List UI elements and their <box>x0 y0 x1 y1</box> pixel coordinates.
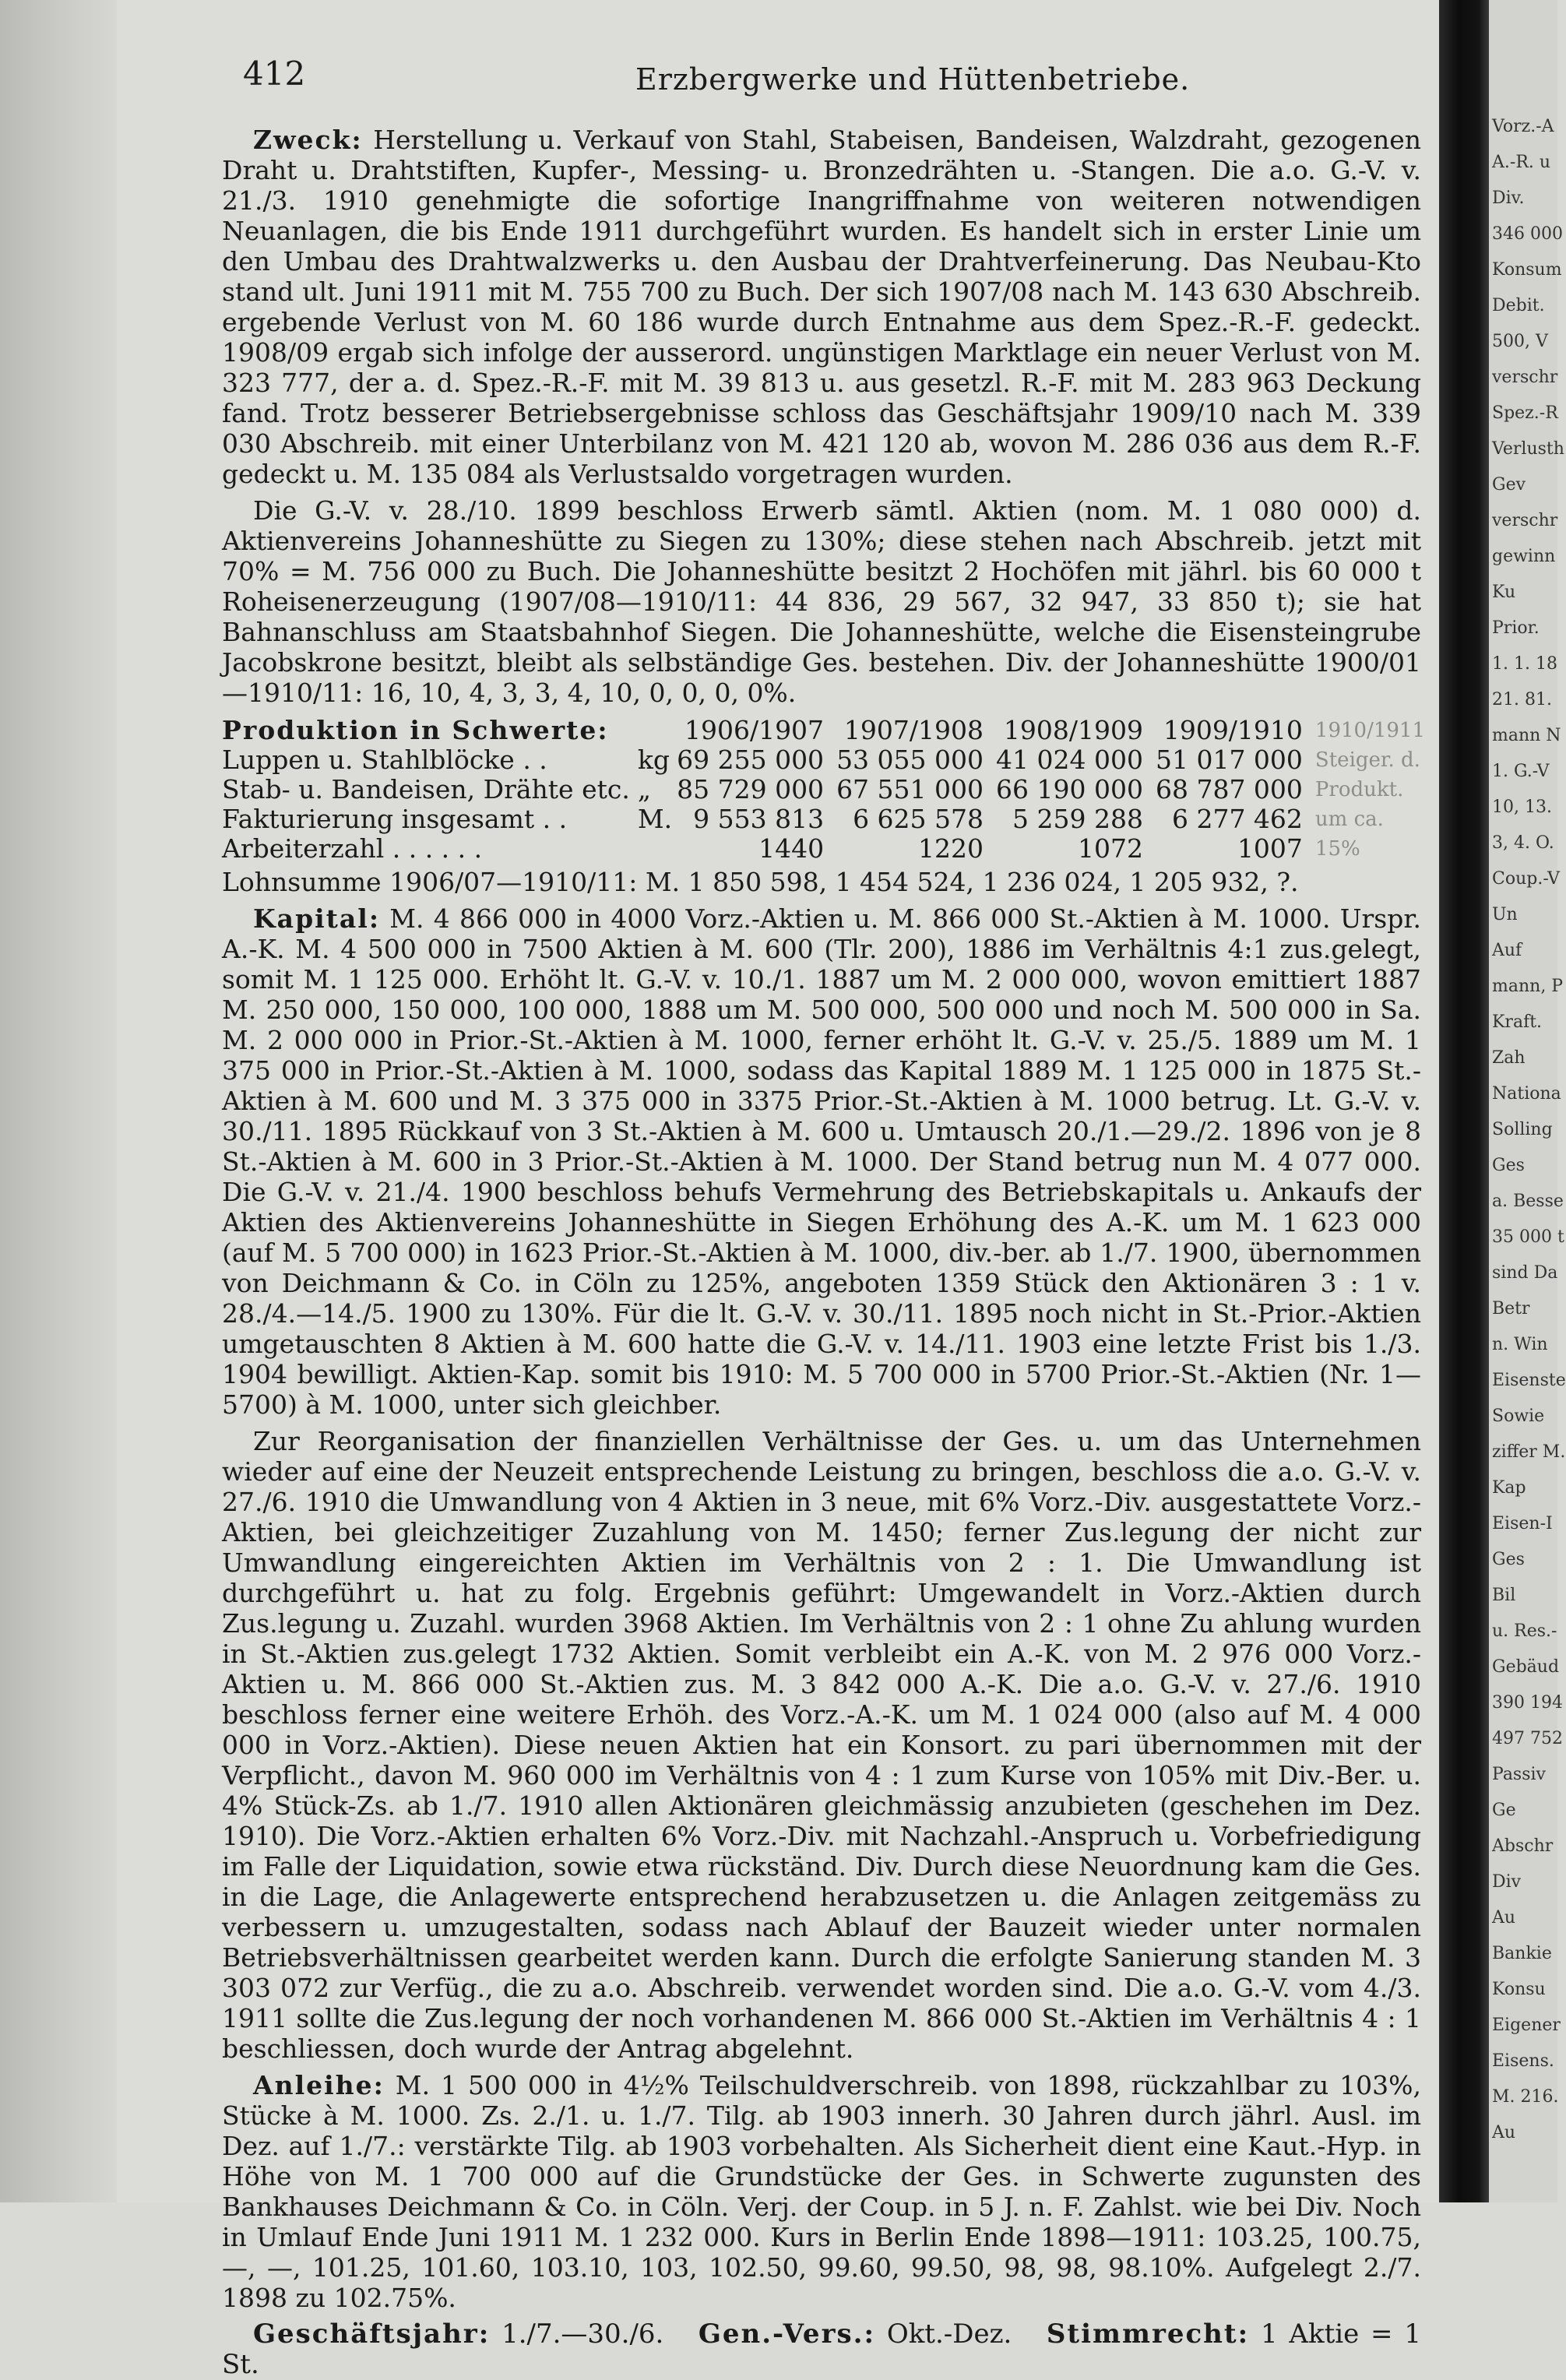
cell: 66 190 000 <box>996 774 1143 804</box>
neighbor-page-fragment: mann N <box>1492 726 1561 745</box>
neighbor-page-fragment: Eigener <box>1492 2016 1561 2035</box>
neighbor-page-fragment: Vorz.-A <box>1492 117 1554 136</box>
production-row <box>222 804 1425 834</box>
production-row <box>222 745 1425 775</box>
cell: 69 255 000 <box>677 745 825 775</box>
side-cell: Produkt. <box>1314 778 1404 801</box>
year-4: 1909/1910 <box>1163 715 1303 745</box>
neighbor-page-fragment: Ges <box>1492 1550 1525 1569</box>
neighbor-page-fragment: verschr <box>1492 511 1558 530</box>
row-name: Fakturierung insgesamt . . <box>222 804 568 834</box>
neighbor-page-fragment: Au <box>1492 1908 1516 1928</box>
stimmrecht-label: Stimmrecht: <box>1046 2318 1250 2350</box>
neighbor-page-fragment: Nationa <box>1492 1084 1561 1104</box>
johanneshuette-paragraph: Die G.-V. v. 28./10. 1899 beschloss Erwerb sämtl. Aktien (nom. M. 1 080 000) d. Aktienvereins Johanneshütte zu Siegen zu 130%; diese stehen nach Abschreib. jetzt mit 70% = M. 756 000 zu Buch. Die Johanneshütte besitzt 2 Hochöfen mit jährl. bis 60 000 t Roheisenerzeugung (1907/08—1910/11: 44 836, 29 567, 32 947, 33 850 t); sie hat Bahnanschluss am Staatsbahnhof Siegen. Die Johanneshütte, welche die Eisensteingrube Jacobskrone besitzt, bleibt als selbständige Ges. bestehen. Div. der Johanneshütte 1900/01—1910/11: 16, 10, 4, 3, 3, 4, 10, 0, 0, 0, 0%. <box>222 495 1421 708</box>
lohnsumme-line: Lohnsumme 1906/07—1910/11: M. 1 850 598, 1 454 524, 1 236 024, 1 205 932, ?. <box>222 867 1299 897</box>
neighbor-page-fragment: Ges <box>1492 1156 1525 1175</box>
neighbor-page-fragment: gewinn <box>1492 547 1556 566</box>
neighbor-page-fragment: Solling <box>1492 1120 1553 1139</box>
neighbor-page-fragment: Eisen-I <box>1492 1514 1553 1533</box>
cell: 85 729 000 <box>677 774 825 804</box>
year-3: 1908/1909 <box>1003 715 1143 745</box>
kapital-paragraph <box>222 903 1421 1420</box>
neighbor-page-fragment: Div. <box>1492 188 1525 208</box>
footer-line <box>222 2319 1421 2380</box>
production-header-row <box>222 716 1425 745</box>
row-unit: „ <box>637 774 651 804</box>
side-cell: 15% <box>1314 837 1360 861</box>
neighbor-page-fragment: Ku <box>1492 583 1516 602</box>
side-cell: Steiger. d. <box>1314 748 1420 772</box>
row-unit: M. <box>637 804 673 834</box>
neighbor-page-fragment: Kap <box>1492 1478 1526 1498</box>
neighbor-page-fragment: Gebäud <box>1492 1657 1560 1677</box>
neighbor-page-fragment: Eisens. <box>1492 2051 1554 2071</box>
neighbor-page-fragment: Auf <box>1492 941 1522 960</box>
row-name: Stab- u. Bandeisen, Drähte etc. <box>222 774 630 804</box>
zweck-paragraph <box>222 125 1421 489</box>
neighbor-page-fragment: Konsu <box>1492 1980 1546 1999</box>
neighbor-page-fragment: Debit. <box>1492 296 1545 315</box>
neighbor-page-fragment: Gev <box>1492 475 1526 495</box>
kapital-text: M. 4 866 000 in 4000 Vorz.-Aktien u. M. 866 000 St.-Aktien à M. 1000. Urspr. A.-K. M. 4 500 000 in 7500 Aktien à M. 600 (Tlr. 200), 1886 im Verhältnis 4:1 zus.gelegt, somit M. 1 125 000. Erhöht lt. G.-V. v. 10./1. 1887 um M. 2 000 000, wovon emittiert 1887 M. 250 000, 150 000, 100 000, 1888 um M. 500 000, 500 000 und noch M. 500 000 in Sa. M. 2 000 000 in Prior.-St.-Aktien à M. 1000, ferner erhöht lt. G.-V. v. 25./5. 1889 um M. 1 375 000 in Prior.-St.-Aktien à M. 1000, sodass das Kapital 1889 M. 1 125 000 in 1875 St.-Aktien à M. 600 und M. 3 375 000 in 3375 Prior.-St.-Aktien à M. 1000 betrug. Lt. G.-V. v. 30./11. 1895 Rückkauf von 3 St.-Aktien à M. 600 u. Umtausch 20./1.—29./2. 1896 von je 8 St.-Aktien à M. 600 in 3 Prior.-St.-Aktien à M. 1000. Der Stand betrug nun M. 4 077 000. Die G.-V. v. 21./4. 1900 beschloss behufs Vermehrung des Betriebskapitals u. Ankaufs der Aktien des Aktienvereins Johanneshütte in Siegen Erhöhung des A.-K. um M. 1 623 000 (auf M. 5 700 000) in 1623 Prior.-St.-Aktien à M. 1000, div.-ber. ab 1./7. 1900, übernommen von Deichmann & Co. in Cöln zu 125%, angeboten 1359 Stück den Aktionären 3 : 1 v. 28./4.—14./5. 1900 zu 130%. Für die lt. G.-V. v. 30./11. 1895 noch nicht in St.-Prior.-Aktien umgetauschten 8 Aktien à M. 600 hatte die G.-V. v. 14./11. 1903 eine letzte Frist bis 1./3. 1904 bewilligt. Aktien-Kap. somit bis 1910: M. 5 700 000 in 5700 Prior.-St.-Aktien (Nr. 1—5700) à M. 1000, unter sich gleichber. <box>222 903 1421 1420</box>
zweck-text: Herstellung u. Verkauf von Stahl, Stabeisen, Bandeisen, Walzdraht, gezogenen Draht u. Drahtstiften, Kupfer-, Messing- u. Bronzedrähten u. -Stangen. Die a.o. G.-V. v. 21./3. 1910 genehmigte die sofortige Inangriffnahme von weiteren notwendigen Neuanlagen, die bis Ende 1911 durchgeführt wurden. Es handelt sich in erster Linie um den Umbau des Drahtwalzwerks u. den Ausbau der Drahtverfeinerung. Das Neubau-Kto stand ult. Juni 1911 mit M. 755 700 zu Buch. Der sich 1907/08 nach M. 143 630 Abschreib. ergebende Verlust von M. 60 186 wurde durch Entnahme aus dem Spez.-R.-F. gedeckt. 1908/09 ergab sich infolge der ausserord. ungünstigen Marktlage ein neuer Verlust von M. 323 777, der a. d. Spez.-R.-F. mit M. 39 813 u. aus gesetzl. R.-F. mit M. 283 963 Deckung fand. Trotz besserer Betriebsergebnisse schloss das Geschäftsjahr 1909/10 nach M. 339 030 Abschreib. mit einer Unterbilanz von M. 421 120 ab, wovon M. 286 036 aus dem R.-F. gedeckt u. M. 135 084 als Verlustsaldo vorgetragen wurden. <box>222 125 1421 489</box>
neighbor-page-fragment: 21. 81. <box>1492 690 1552 709</box>
anleihe-label: Anleihe: <box>253 2070 385 2100</box>
neighbor-page-fragment: 346 000 <box>1492 224 1563 244</box>
binding-gutter <box>1439 0 1489 2202</box>
side-header: 1910/1911 <box>1314 719 1426 742</box>
cell: 6 277 462 <box>1171 804 1303 834</box>
anleihe-text: M. 1 500 000 in 4½% Teilschuldverschreib. von 1898, rückzahlbar zu 103%, Stücke à M. 1000. Zs. 2./1. u. 1./7. Tilg. ab 1903 innerh. 30 Jahren durch jährl. Ausl. im Dez. auf 1./7.: verstärkte Tilg. ab 1903 vorbehalten. Als Sicherheit dient eine Kaut.-Hyp. in Höhe von M. 1 700 000 auf die Grundstücke der Ges. in Schwerte zugunsten des Bankhauses Deichmann & Co. in Cöln. Verj. der Coup. in 5 J. n. F. Zahlst. wie bei Div. Noch in Umlauf Ende Juni 1911 M. 1 232 000. Kurs in Berlin Ende 1898—1911: 103.25, 100.75, —, —, 101.25, 101.60, 103.10, 103, 102.50, 99.60, 99.50, 98, 98, 98.10%. Aufgelegt 2./7. 1898 zu 102.75%. <box>222 2070 1421 2313</box>
neighbor-page-fragment: Passiv <box>1492 1765 1546 1784</box>
cell: 68 787 000 <box>1155 774 1303 804</box>
neighbor-page-fragment: Prior. <box>1492 618 1540 638</box>
cell: 5 259 288 <box>1012 804 1143 834</box>
neighbor-page-fragment: M. 216. <box>1492 2087 1559 2107</box>
year-2: 1907/1908 <box>843 715 984 745</box>
scan-left-margin <box>0 0 117 2202</box>
neighbor-page-fragment: Konsum <box>1492 260 1562 280</box>
neighbor-page-fragment: mann, P <box>1492 977 1564 996</box>
neighbor-page-fragment: Div <box>1492 1872 1522 1892</box>
anleihe-paragraph <box>222 2070 1421 2313</box>
side-cell: um ca. <box>1314 808 1384 831</box>
neighbor-page-fragment: Kraft. <box>1492 1012 1543 1032</box>
production-row <box>222 775 1425 804</box>
neighbor-page-fragment: 497 752 <box>1492 1729 1563 1748</box>
neighbor-page-fragment: 10, 13. <box>1492 797 1552 817</box>
neighbor-page-fragment: Bankie <box>1492 1944 1552 1963</box>
row-unit <box>630 834 677 864</box>
gen-vers-label: Gen.-Vers.: <box>698 2318 876 2350</box>
geschaeftsjahr-label: Geschäftsjahr: <box>253 2318 491 2350</box>
row-name: Arbeiterzahl . . . . . . <box>222 833 483 864</box>
neighbor-page-fragment: Sowie <box>1492 1407 1545 1426</box>
neighbor-page-fragment: Verlusth <box>1492 439 1564 459</box>
year-1: 1906/1907 <box>684 715 825 745</box>
production-label: Produktion in Schwerte: <box>222 715 609 745</box>
cell: 1220 <box>918 833 984 864</box>
neighbor-page-fragment: 35 000 t <box>1492 1227 1564 1247</box>
production-table <box>222 716 1425 864</box>
neighbor-page-fragment: A.-R. u <box>1492 153 1551 172</box>
neighbor-page-fragment: Abschr <box>1492 1836 1554 1856</box>
neighbor-page-fragment: Ge <box>1492 1801 1516 1820</box>
cell: 67 551 000 <box>836 774 984 804</box>
neighbor-page-fragment: Bil <box>1492 1586 1516 1605</box>
neighbor-page-fragment: verschr <box>1492 368 1558 387</box>
page-number: 412 <box>243 55 306 93</box>
neighbor-page-fragment: Betr <box>1492 1299 1530 1319</box>
neighbor-page-fragment: 1. 1. 18 <box>1492 654 1557 674</box>
cell: 51 017 000 <box>1155 745 1303 775</box>
neighbor-page-fragment: Au <box>1492 2123 1516 2142</box>
geschaeftsjahr-value: 1./7.—30./6. <box>501 2318 664 2350</box>
production-row <box>222 834 1425 864</box>
row-name: Luppen u. Stahlblöcke . . <box>222 745 547 775</box>
zweck-label: Zweck: <box>253 125 363 155</box>
gen-vers-value: Okt.-Dez. <box>886 2318 1012 2350</box>
cell: 1440 <box>758 833 825 864</box>
neighbor-page-fragment: 3, 4. O. <box>1492 833 1554 853</box>
reorganisation-paragraph: Zur Reorganisation der finanziellen Verhältnisse der Ges. u. um das Unternehmen wieder auf eine der Neuzeit entsprechende Leistung zu bringen, beschloss die a.o. G.-V. v. 27./6. 1910 die Umwandlung von 4 Aktien in 3 neue, mit 6% Vorz.-Div. ausgestattete Vorz.-Aktien, bei gleichzeitiger Zuzahlung von M. 1450; ferner Zus.legung der nicht zur Umwandlung eingereichten Aktien im Verhältnis von 2 : 1. Die Umwandlung ist durchgeführt u. hat zu folg. Ergebnis geführt: Umgewandelt in Vorz.-Aktien durch Zus.legung u. Zuzahl. wurden 3968 Aktien. Im Verhältnis von 2 : 1 ohne Zu ahlung wurden in St.-Aktien zus.gelegt 1732 Aktien. Somit verbleibt ein A.-K. von M. 2 976 000 Vorz.-Aktien u. M. 866 000 St.-Aktien zus. M. 3 842 000 A.-K. Die a.o. G.-V. v. 27./6. 1910 beschloss ferner eine weitere Erhöh. des Vorz.-A.-K. um M. 1 024 000 (also auf M. 4 000 000 in Vorz.-Aktien). Diese neuen Aktien hat ein Konsort. zu pari übernommen mit der Verpflicht., davon M. 960 000 im Verhältnis von 4 : 1 zum Kurse von 105% mit Div.-Ber. u. 4% Stück-Zs. ab 1./7. 1910 allen Aktionären gleichmässig anzubieten (geschehen im Dez. 1910). Die Vorz.-Aktien erhalten 6% Vorz.-Div. mit Nachzahl.-Anspruch u. Vorbefriedigung im Falle der Liquidation, sowie etwa rückständ. Div. Durch diese Neuordnung kam die Ges. in die Lage, die Anlagewerte entsprechend herabzusetzen u. die Anlagen zeitgemäss zu verbessern u. umzugestalten, sodass nach Ablauf der Bauzeit wieder unter normalen Betriebsverhältnissen gearbeitet werden kann. Durch die erfolgte Sanierung standen M. 3 303 072 zur Verfüg., die zu a.o. Abschreib. verwendet worden sind. Die a.o. G.-V. vom 4./3. 1911 sollte die Zus.legung der noch vorhandenen M. 866 000 St.-Aktien im Verhältnis 4 : 1 beschliessen, doch wurde der Antrag abgelehnt. <box>222 1426 1421 2064</box>
cell: 1072 <box>1077 833 1143 864</box>
stimmrecht-value: 1 Aktie = 1 St. <box>222 2318 1421 2380</box>
neighbor-page-fragment: n. Win <box>1492 1335 1548 1354</box>
neighbor-page-fragment: Un <box>1492 905 1518 924</box>
row-unit: kg <box>637 745 670 775</box>
cell: 6 625 578 <box>853 804 984 834</box>
neighbor-page-fragment: u. Res.- <box>1492 1621 1557 1641</box>
neighbor-page-fragment: 390 194 <box>1492 1693 1563 1713</box>
neighbor-page-fragment: Spez.-R <box>1492 403 1558 423</box>
cell: 1007 <box>1237 833 1303 864</box>
neighbor-page-fragment: Eisenste <box>1492 1371 1566 1390</box>
neighbor-page-fragment: Zah <box>1492 1048 1526 1068</box>
neighbor-page-fragment: sind Da <box>1492 1263 1558 1283</box>
cell: 41 024 000 <box>996 745 1143 775</box>
neighbor-page-fragment: 1. G.-V <box>1492 762 1550 781</box>
neighbor-page-strip <box>1489 0 1566 2202</box>
neighbor-page-fragment: Coup.-V <box>1492 869 1561 889</box>
neighbor-page-fragment: a. Besse <box>1492 1192 1564 1211</box>
kapital-label: Kapital: <box>253 903 381 934</box>
neighbor-page-fragment: 500, V <box>1492 332 1548 351</box>
cell: 9 553 813 <box>693 804 825 834</box>
running-title: Erzbergwerke und Hüttenbetriebe. <box>635 62 1191 97</box>
page-body <box>222 125 1426 2380</box>
neighbor-page-fragment: ziffer M. <box>1492 1442 1566 1462</box>
cell: 53 055 000 <box>836 745 984 775</box>
